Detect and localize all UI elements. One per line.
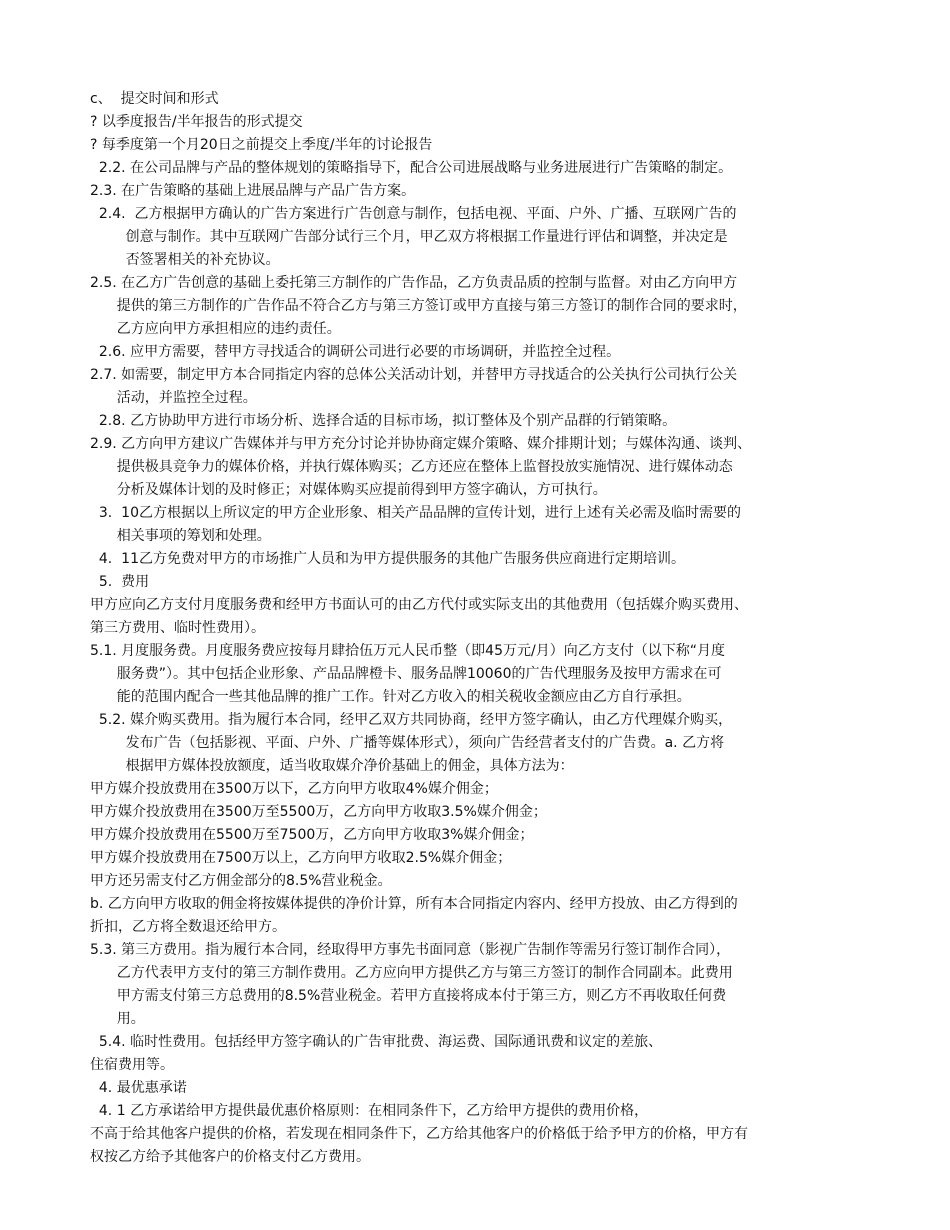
paragraph-4-1: 4. 1 乙方承诺给甲方提供最优惠价格原则：在相同条件下，乙方给甲方提供的费用价格， [90, 1103, 649, 1119]
paragraph-5-3: 5.3. 第三方费用。指为履行本合同，经取得甲方事先书面同意（影视广告制作等需另行签订制作合同）， [90, 942, 731, 958]
paragraph-2-2: 2.2. 在公司品牌与产品的整体规划的策略指导下，配合公司进展战略与业务进展进行广告策略的制定。 [90, 160, 733, 176]
paragraph-2-9-cont: 提供极具竞争力的媒体价格，并执行媒体购买；乙方还应在整体上监督投放实施情况、进行媒体动态 [90, 459, 733, 475]
paragraph-4-1-cont: 不高于给其他客户提供的价格，若发现在相同条件下，乙方给其他客户的价格低于给予甲方的价格，甲方有 [90, 1126, 748, 1142]
commission-tier: 甲方媒介投放费用在5500万至7500万，乙方向甲方收取3%媒介佣金； [90, 827, 534, 843]
fee-intro-cont: 第三方费用、临时性费用）。 [90, 620, 265, 636]
commission-tax: 甲方还另需支付乙方佣金部分的8.5%营业税金。 [90, 873, 392, 889]
paragraph-4-1-cont: 权按乙方给予其他客户的价格支付乙方费用。 [90, 1149, 370, 1165]
paragraph-2-5-cont: 提供的第三方制作的广告作品不符合乙方与第三方签订或甲方直接与第三方签订的制作合同的要求时， [90, 298, 747, 314]
paragraph-2-9: 2.9. 乙方向甲方建议广告媒体并与甲方充分讨论并协协商定媒介策略、媒介排期计划；与媒体沟通、谈判、 [90, 436, 752, 452]
paragraph-b-cont: 折扣，乙方将全数退还给甲方。 [90, 919, 286, 935]
paragraph-5-1-cont: 服务费”）。其中包括企业形象、产品品牌橙卡、服务品牌10060的广告代理服务及按甲方需求在可 [90, 666, 722, 682]
commission-tier: 甲方媒介投放费用在3500万至5500万，乙方向甲方收取3.5%媒介佣金； [90, 804, 547, 820]
paragraph-2-5-cont: 乙方应向甲方承担相应的违约责任。 [90, 321, 341, 337]
paragraph-3: 3. 10乙方根据以上所议定的甲方企业形象、相关产品品牌的宣传计划，进行上述有关必需及临时需要的 [90, 505, 741, 521]
paragraph-2-6: 2.6. 应甲方需要，替甲方寻找适合的调研公司进行必要的市场调研，并监控全过程。 [90, 344, 621, 360]
paragraph-2-3: 2.3. 在广告策略的基础上进展品牌与产品广告方案。 [90, 183, 416, 199]
paragraph-5-2-cont: 发布广告（包括影视、平面、户外、广播等媒体形式），须向广告经营者支付的广告费。a. 乙方将 [90, 735, 725, 751]
paragraph-5-4: 5.4. 临时性费用。包括经甲方签字确认的广告审批费、海运费、国际通讯费和议定的差旅、 [90, 1034, 663, 1050]
paragraph-5-3-cont: 甲方需支付第三方总费用的8.5%营业税金。若甲方直接将成本付于第三方，则乙方不再收取任何费 [90, 988, 727, 1004]
paragraph-2-9-cont: 分析及媒体计划的及时修正；对媒体购买应提前得到甲方签字确认，方可执行。 [90, 482, 607, 498]
paragraph-5-2-cont: 根据甲方媒体投放额度，适当收取媒介净价基础上的佣金，具体方法为： [90, 758, 574, 774]
paragraph-5-1-cont: 能的范围内配合一些其他品牌的推广工作。针对乙方收入的相关税收金额应由乙方自行承担。 [90, 689, 691, 705]
paragraph-5-3-cont: 乙方代表甲方支付的第三方制作费用。乙方应向甲方提供乙方与第三方签订的制作合同副本。此费用 [90, 965, 733, 981]
paragraph-2-4: 2.4. 乙方根据甲方确认的广告方案进行广告创意与制作，包括电视、平面、户外、广播、互联网广告的 [90, 206, 737, 222]
fee-intro: 甲方应向乙方支付月度服务费和经甲方书面认可的由乙方代付或实际支出的其他费用（包括媒介购买费用、 [90, 597, 748, 613]
paragraph-2-4-cont: 否签署相关的补充协议。 [90, 252, 280, 268]
paragraph-3-cont: 相关事项的筹划和处理。 [90, 528, 271, 544]
list-item: ? 每季度第一个月20日之前提交上季度/半年的讨论报告 [90, 137, 433, 153]
commission-tier: 甲方媒介投放费用在7500万以上，乙方向甲方收取2.5%媒介佣金； [90, 850, 512, 866]
paragraph-4: 4. 11乙方免费对甲方的市场推广人员和为甲方提供服务的其他广告服务供应商进行定期培训。 [90, 551, 685, 567]
section-4-heading: 4. 最优惠承诺 [90, 1080, 187, 1096]
paragraph-2-7: 2.7. 如需要，制定甲方本合同指定内容的总体公关活动计划，并替甲方寻找适合的公关执行公司执行公关 [90, 367, 738, 383]
list-item: ? 以季度报告/半年报告的形式提交 [90, 114, 303, 130]
section-c-heading: c、 提交时间和形式 [90, 91, 219, 107]
paragraph-5-2: 5.2. 媒介购买费用。指为履行本合同，经甲乙双方共同协商，经甲方签字确认，由乙方代理媒介购买， [90, 712, 733, 728]
commission-tier: 甲方媒介投放费用在3500万以下，乙方向甲方收取4%媒介佣金； [90, 781, 498, 797]
section-5-heading: 5. 费用 [90, 574, 150, 590]
paragraph-5-3-cont: 用。 [90, 1011, 145, 1027]
paragraph-5-4-cont: 住宿费用等。 [90, 1057, 174, 1073]
paragraph-5-1: 5.1. 月度服务费。月度服务费应按每月肆拾伍万元人民币整（即45万元/月）向乙方支付（以下称“月度 [90, 643, 725, 659]
paragraph-b: b. 乙方向甲方收取的佣金将按媒体提供的净价计算，所有本合同指定内容内、经甲方投放、由乙方得到的 [90, 896, 738, 912]
paragraph-2-4-cont: 创意与制作。其中互联网广告部分试行三个月，甲乙双方将根据工作量进行评估和调整，并决定是 [90, 229, 728, 245]
paragraph-2-5: 2.5. 在乙方广告创意的基础上委托第三方制作的广告作品，乙方负责品质的控制与监督。对由乙方向甲方 [90, 275, 738, 291]
paragraph-2-8: 2.8. 乙方协助甲方进行市场分析、选择合适的目标市场，拟订整体及个别产品群的行销策略。 [90, 413, 677, 429]
paragraph-2-7-cont: 活动，并监控全过程。 [90, 390, 257, 406]
